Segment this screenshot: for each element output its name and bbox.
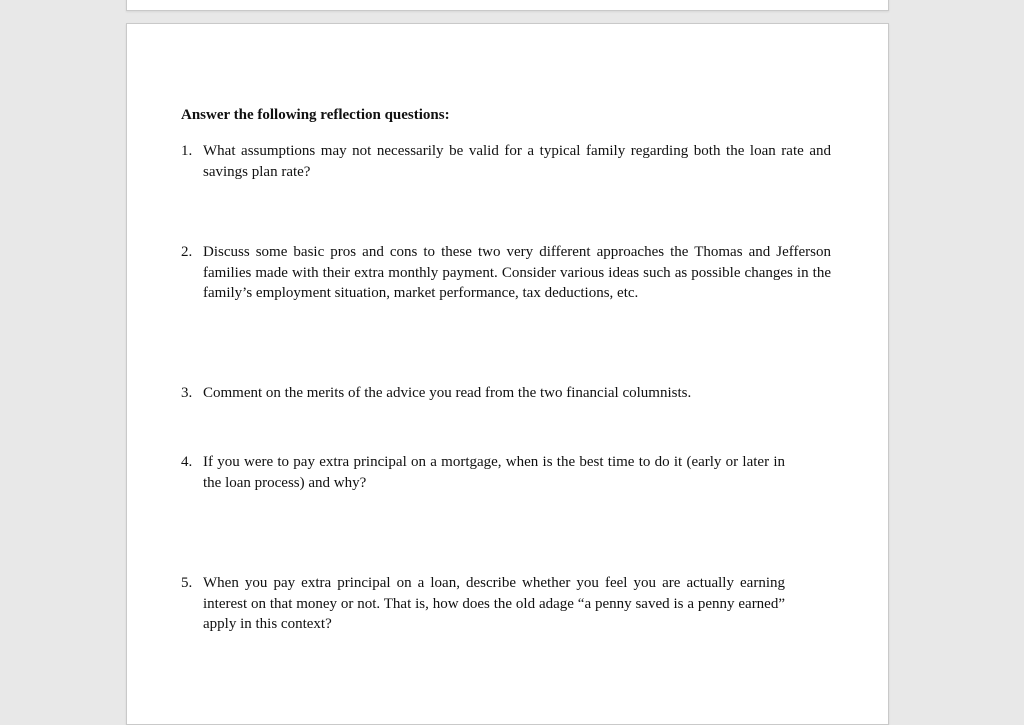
question-text: What assumptions may not necessarily be valid for a typical family regarding both the loan rate and savings plan rate? <box>203 143 831 180</box>
question-text: If you were to pay extra principal on a mortgage, when is the best time to do it (early or later in the loan process) and why? <box>203 454 785 491</box>
previous-page-edge <box>126 0 889 11</box>
document-page <box>126 23 889 725</box>
question-1 <box>181 141 831 182</box>
question-2 <box>181 242 831 304</box>
section-heading: Answer the following reflection questions: <box>181 107 450 123</box>
question-4 <box>181 452 785 493</box>
question-text: When you pay extra principal on a loan, describe whether you feel you are actually earning interest on that money or not. That is, how does the old adage “a penny saved is a penny earned” apply in this context? <box>203 575 785 632</box>
question-number: 5. <box>181 575 193 591</box>
question-number: 2. <box>181 244 193 260</box>
question-number: 3. <box>181 385 193 401</box>
question-3 <box>181 383 831 404</box>
question-number: 1. <box>181 143 193 159</box>
question-number: 4. <box>181 454 193 470</box>
question-text: Comment on the merits of the advice you read from the two financial columnists. <box>203 385 692 401</box>
question-text: Discuss some basic pros and cons to these two very different approaches the Thomas and Jefferson families made with their extra monthly payment. Consider various ideas such as possible changes in the family’s employment situation, market performance, tax deductions, etc. <box>203 244 831 301</box>
question-5 <box>181 573 785 635</box>
